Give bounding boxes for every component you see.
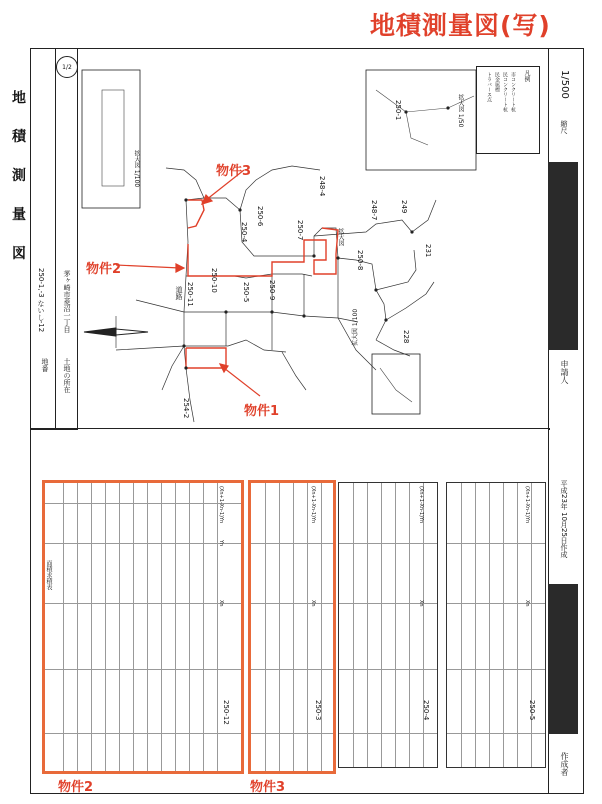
table-property-2-label: 物件2 — [58, 780, 94, 795]
table-1-lot: 250-12 — [222, 700, 230, 725]
scale-label: 縮尺 — [560, 120, 568, 134]
area-table-2 — [248, 480, 336, 774]
table-col-header: Xn — [218, 600, 224, 607]
table-2-lot: 250-3 — [314, 700, 322, 721]
location-value: 茅ヶ崎市菱沼一丁目 — [63, 270, 71, 333]
lot-number-label: 250-8 — [356, 250, 364, 271]
lot-value: 250-1,-3 ないし-12 — [37, 268, 45, 333]
property-1-label: 物件1 — [244, 404, 280, 419]
table-1-header: 面積求積表 — [45, 560, 52, 590]
lot-number-label: 250-4 — [240, 222, 248, 243]
lot-number-label: 249 — [400, 200, 408, 214]
lot-number-label: 250-10 — [210, 268, 218, 293]
table-col-header: (Xn+1-Xn-1)Yn — [418, 486, 424, 524]
lot-number-label: 254-2 — [182, 398, 190, 419]
area-table-4 — [446, 482, 546, 768]
page-number: 1/2 — [62, 63, 72, 71]
redacted-block-top — [548, 162, 578, 350]
lot-number-label: 250-11 — [186, 282, 194, 307]
area-table-1 — [42, 480, 244, 774]
page-number-badge — [56, 56, 78, 78]
redacted-block-bottom — [548, 584, 578, 734]
enlarge-label: 拡大図 — [337, 228, 344, 246]
enlarge-label: 拡大図 1/100 — [133, 150, 140, 188]
survey-drawing — [76, 50, 548, 428]
table-col-header: Xn — [418, 600, 424, 607]
north-arrow-icon — [84, 316, 148, 348]
page-title: 地積測量図(写) — [370, 11, 551, 40]
table-col-header: (Xn+1-Xn-1)Yn — [218, 486, 224, 524]
section-divider — [30, 428, 548, 429]
lot-number-label: 250-5 — [242, 282, 250, 303]
applicant-label: 申請人 — [560, 360, 569, 384]
legend-item-2: 民コンクリート杭 — [502, 72, 508, 112]
table-4-lot: 250-5 — [528, 700, 536, 721]
lot-number-label: 228 — [402, 330, 410, 344]
location-label: 土地の所在 — [63, 358, 71, 393]
enlarge-label: 拡大図 1/50 — [457, 94, 464, 128]
table-col-header: Xn — [310, 600, 316, 607]
enlarge-label: 拡大図 1/100 — [352, 308, 359, 346]
lot-number-label: 248-7 — [370, 200, 378, 221]
sheet-title: 地 積 測 量 図 — [10, 90, 26, 270]
lot-number-label: 231 — [424, 244, 432, 258]
lot-number-label: 250-9 — [268, 280, 276, 301]
lot-number-label: 248-4 — [318, 176, 326, 197]
lot-label: 地番 — [41, 358, 49, 372]
property-2-label: 物件2 — [86, 262, 122, 277]
legend-title: 凡例 — [523, 70, 530, 82]
lot-number-label: 250-6 — [256, 206, 264, 227]
table-col-header: Xn — [524, 600, 530, 607]
table-col-header: (Xn+1-Xn-1)Yn — [524, 486, 530, 524]
table-col-header: (Xn+1-Xn-1)Yn — [310, 486, 316, 524]
legend-item-3: 民金属標 — [494, 72, 500, 92]
legend-item-4: トラバース点 — [486, 72, 492, 102]
lot-number-label: 250-1 — [394, 100, 402, 121]
lot-number-label: 250-7 — [296, 220, 304, 241]
date-text: 平成23年 10月25日作成 — [560, 480, 568, 558]
property-3-label: 物件3 — [216, 164, 252, 179]
road-label: 道路 — [175, 286, 183, 300]
table-3-lot: 250-4 — [422, 700, 430, 721]
table-col-header: Yn — [218, 540, 224, 547]
legend-item-1: 市コンクリート杭 — [510, 72, 516, 112]
creator-label: 作成者 — [560, 752, 569, 776]
table-property-3-label: 物件3 — [250, 780, 286, 795]
lower-right-divider — [548, 428, 550, 430]
scale-value: 1/500 — [559, 70, 570, 99]
